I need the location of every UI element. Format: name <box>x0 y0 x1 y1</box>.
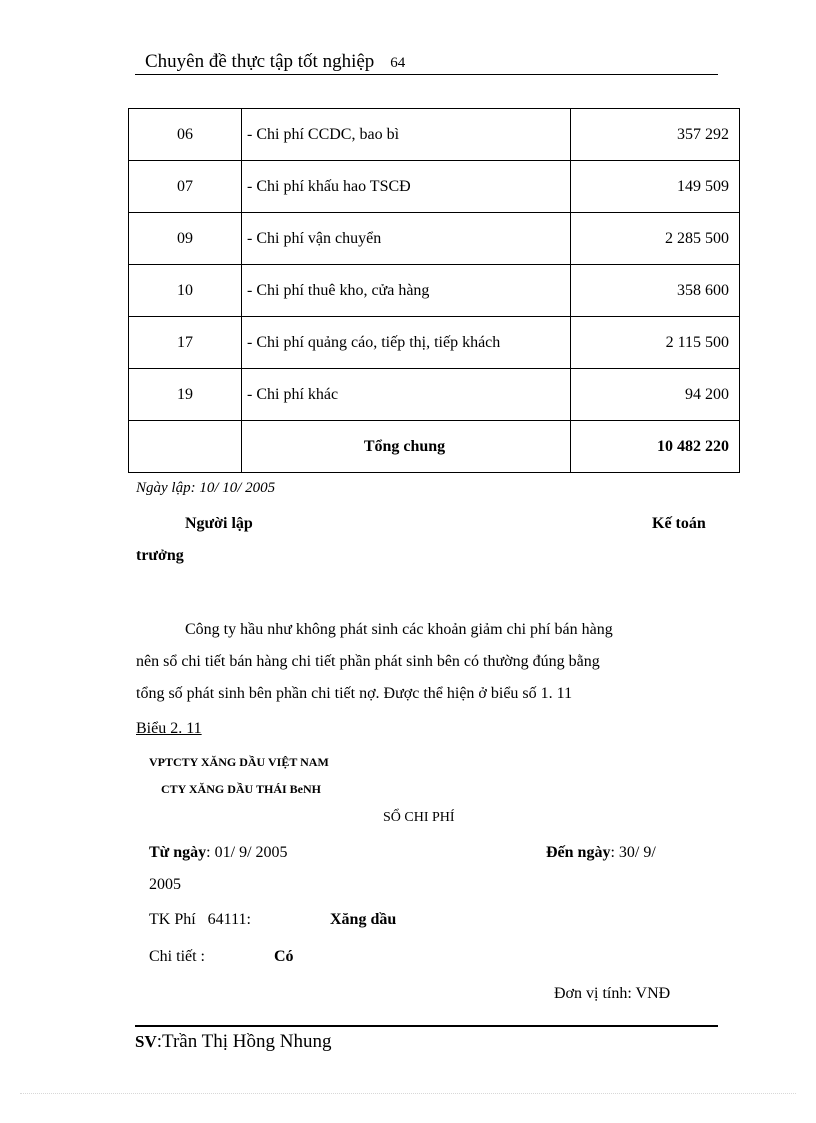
preparer-signature: Người lập <box>185 515 253 532</box>
page-bottom-divider <box>20 1093 796 1094</box>
total-row <box>129 421 740 473</box>
row-code: 06 <box>129 109 242 161</box>
figure-label: Biểu 2. 11 <box>136 720 202 737</box>
to-date-value: : 30/ 9/ <box>610 844 656 861</box>
from-date <box>149 844 288 862</box>
row-description: - Chi phí vận chuyển <box>242 213 571 265</box>
from-date-label: Từ ngày <box>149 844 207 861</box>
paragraph-line-1: Công ty hầu như không phát sinh các khoản giảm chi phí bán hàng <box>185 621 613 638</box>
account-label: TK Phí 64111: <box>149 911 251 928</box>
chief-accountant-signature: Kế toán <box>652 515 706 532</box>
detail-value: Có <box>274 948 294 965</box>
to-date <box>546 844 656 862</box>
row-amount: 357 292 <box>571 109 740 161</box>
table-row <box>129 109 740 161</box>
page-footer <box>135 1031 331 1053</box>
paragraph-line-3: tổng số phát sinh bên phần chi tiết nợ. Được thể hiện ở biểu số 1. 11 <box>136 685 573 702</box>
table-row <box>129 213 740 265</box>
org-line-1: VPTCTY XĂNG DẦU VIỆT NAM <box>149 755 329 769</box>
page-number: 64 <box>390 55 406 71</box>
header-rule <box>135 74 718 75</box>
to-date-label: Đến ngày <box>546 844 611 861</box>
row-code: 19 <box>129 369 242 421</box>
table-row <box>129 161 740 213</box>
total-amount: 10 482 220 <box>571 421 740 473</box>
total-label: Tổng chung <box>242 421 571 473</box>
row-code: 07 <box>129 161 242 213</box>
row-amount: 94 200 <box>571 369 740 421</box>
chief-accountant-signature-cont: trưởng <box>136 547 184 564</box>
table-row <box>129 317 740 369</box>
row-description: - Chi phí khác <box>242 369 571 421</box>
paragraph-line-2: nên sổ chi tiết bán hàng chi tiết phần phát sinh bên có thường đúng bằng <box>136 653 600 670</box>
table-row <box>129 369 740 421</box>
date-line: Ngày lập: 10/ 10/ 2005 <box>136 480 276 496</box>
footer-prefix: SV <box>135 1032 157 1051</box>
org-line-2: CTY XĂNG DẦU THÁI BeNH <box>161 782 322 796</box>
to-date-cont: 2005 <box>149 876 181 893</box>
row-amount: 149 509 <box>571 161 740 213</box>
from-date-value: : 01/ 9/ 2005 <box>206 844 288 861</box>
page-header <box>145 51 405 73</box>
row-description: - Chi phí CCDC, bao bì <box>242 109 571 161</box>
row-description: - Chi phí khấu hao TSCĐ <box>242 161 571 213</box>
row-amount: 358 600 <box>571 265 740 317</box>
footer-name: :Trần Thị Hồng Nhung <box>156 1031 332 1052</box>
ledger-title: SỔ CHI PHÍ <box>383 810 455 825</box>
row-code: 10 <box>129 265 242 317</box>
row-description: - Chi phí thuê kho, cửa hàng <box>242 265 571 317</box>
row-code: 17 <box>129 317 242 369</box>
unit-label: Đơn vị tính: VNĐ <box>554 985 671 1002</box>
row-code: 09 <box>129 213 242 265</box>
row-description: - Chi phí quảng cáo, tiếp thị, tiếp khách <box>242 317 571 369</box>
footer-rule <box>135 1025 718 1027</box>
row-amount: 2 285 500 <box>571 213 740 265</box>
account-name: Xăng dầu <box>330 911 397 928</box>
row-amount: 2 115 500 <box>571 317 740 369</box>
document-title: Chuyên đề thực tập tốt nghiệp <box>145 51 375 72</box>
detail-label: Chi tiết : <box>149 948 205 965</box>
total-code <box>129 421 242 473</box>
cost-table <box>128 108 740 473</box>
table-row <box>129 265 740 317</box>
